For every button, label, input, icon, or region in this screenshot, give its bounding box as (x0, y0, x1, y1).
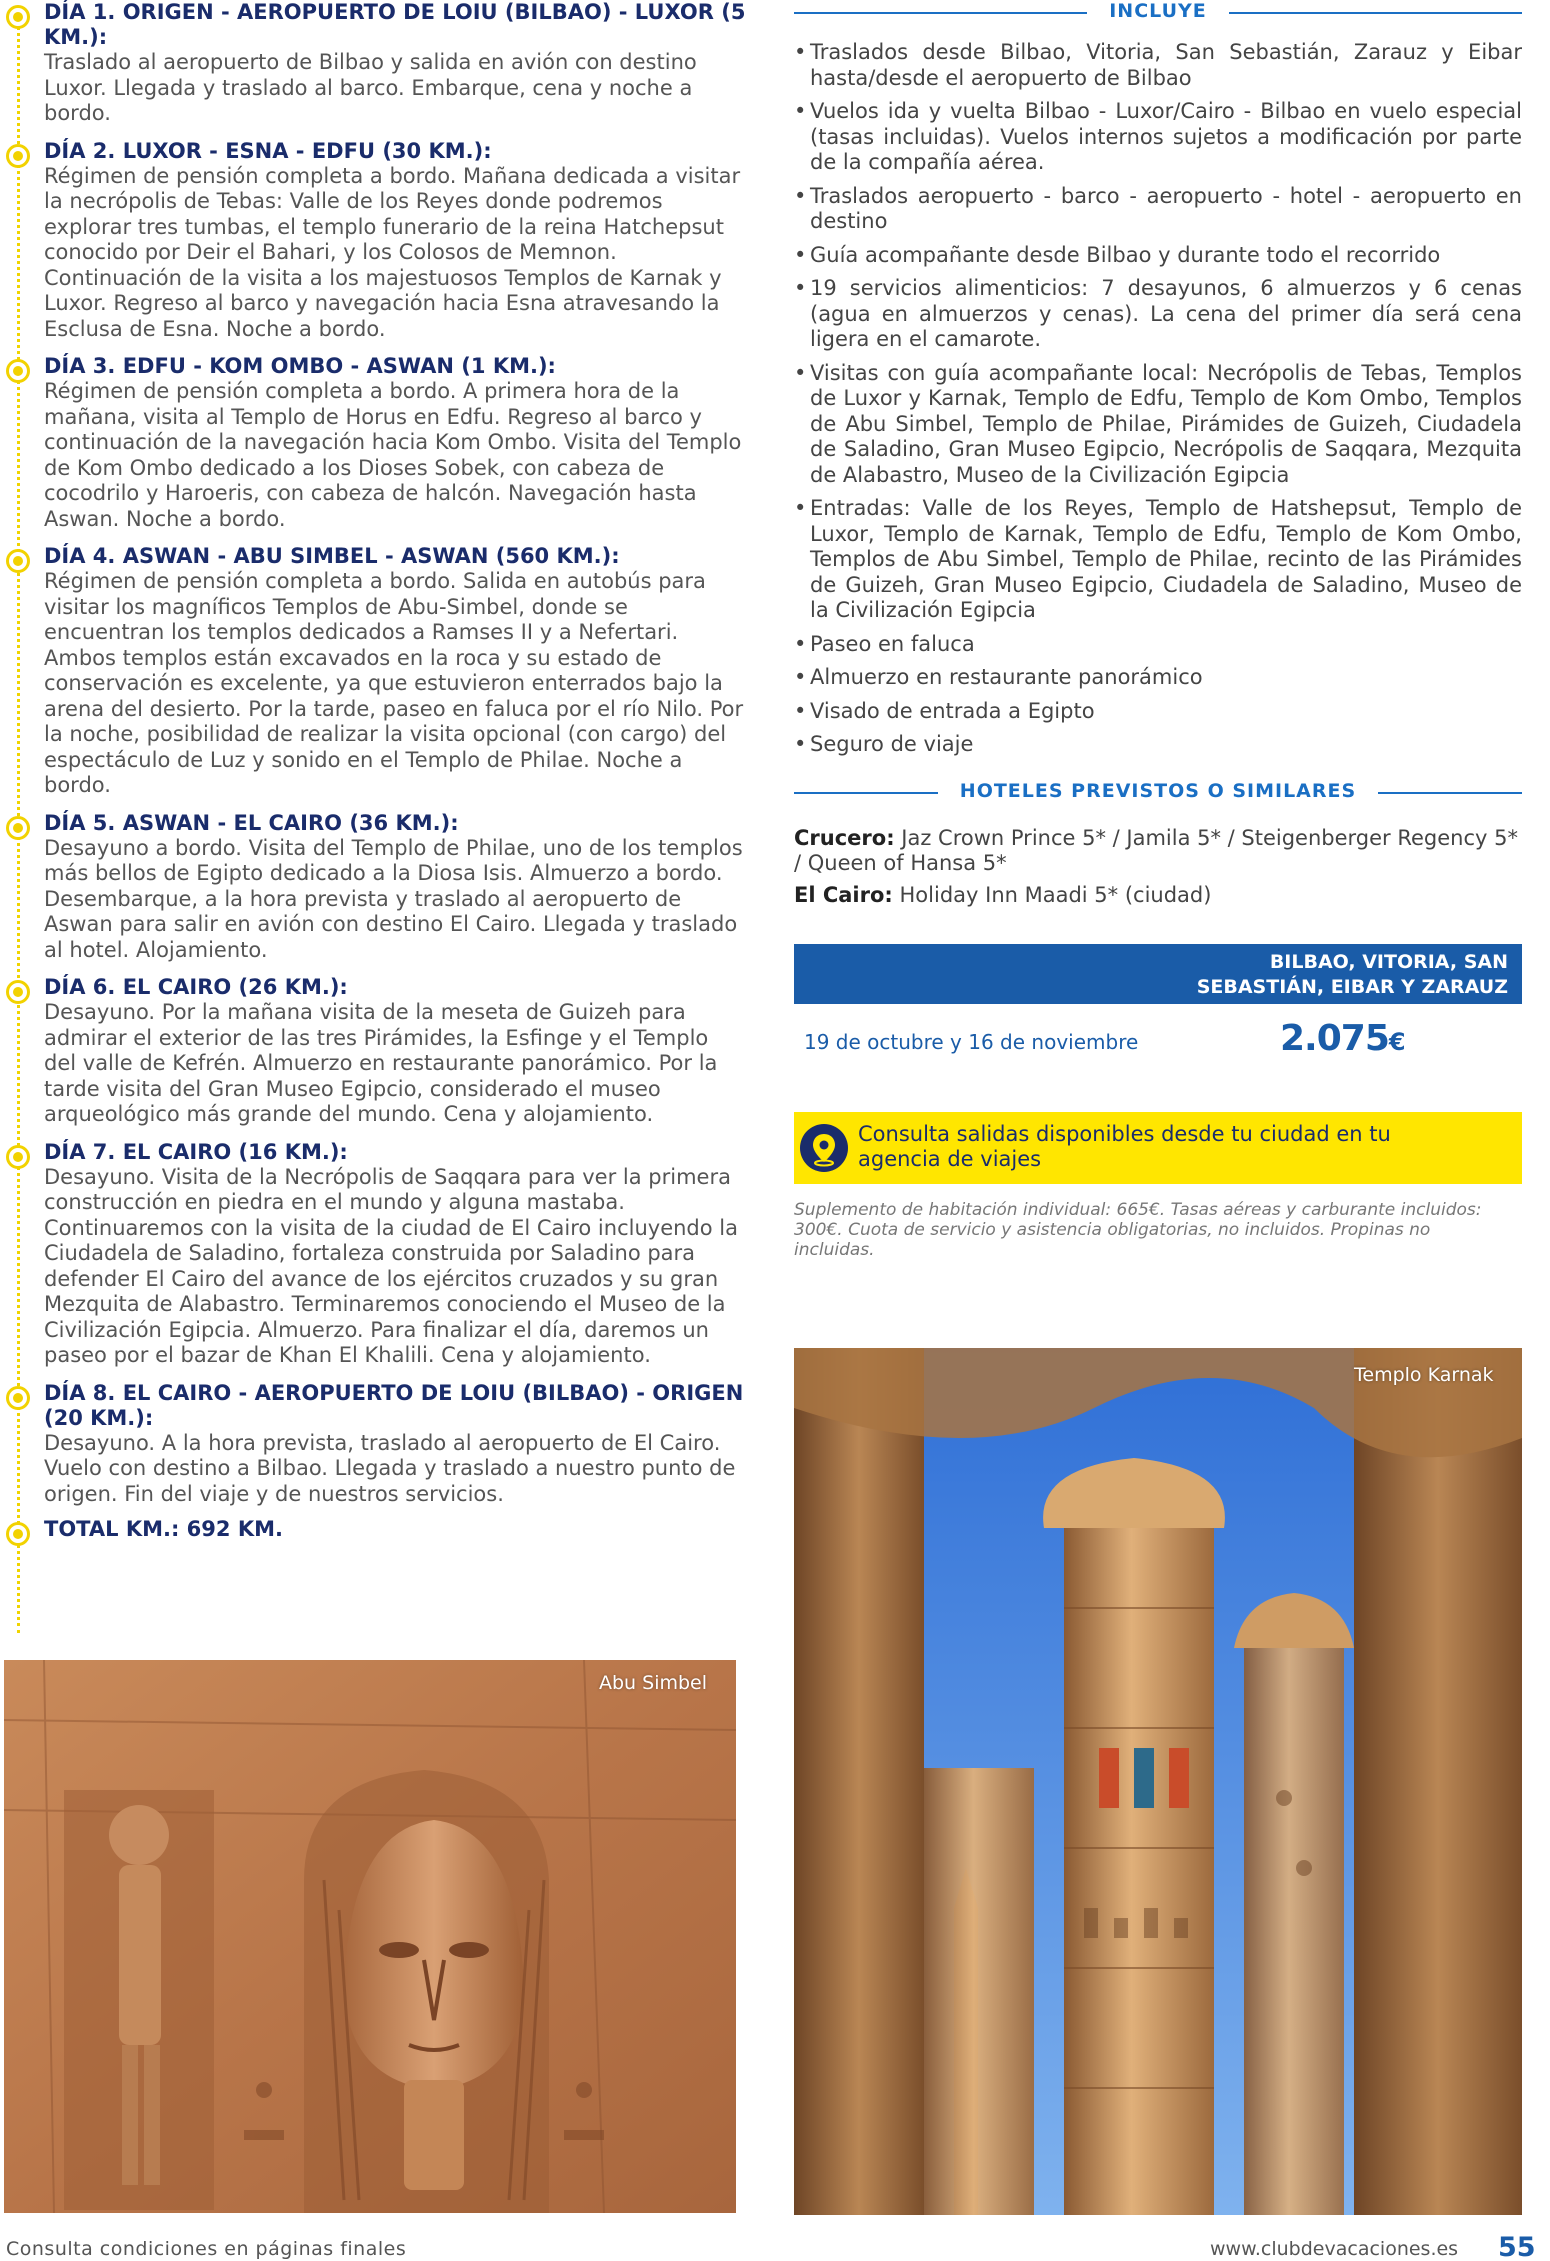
includes-heading (794, 0, 1522, 28)
day-6 (6, 975, 746, 1128)
hotels-info (794, 826, 1522, 909)
price-origin-line2: SEBASTIÁN, EIBAR Y ZARAUZ (1196, 976, 1508, 998)
price-origin-line1: BILBAO, VITORIA, SAN (1269, 951, 1508, 973)
list-item: • Traslados desde Bilbao, Vitoria, San Sebastián, Zarauz y Eibar hasta/desde el aeropuerto de Bilbao (794, 40, 1522, 91)
itinerary (6, 0, 746, 1542)
day-body: Régimen de pensión completa a bordo. Mañana dedicada a visitar la necrópolis de Tebas: Valle de los Reyes donde podremos explorar tres tumbas, el templo funerario de la reina Hatchepsut conocido por Deir el Bahari, y los Colosos de Memnon. Continuación de la visita a los majestuosos Templos de Karnak y Luxor. Regreso al barco y navegación hacia Esna atravesando la Esclusa de Esna. Noche a bordo. (44, 163, 741, 341)
day-body: Traslado al aeropuerto de Bilbao y salida en avión con destino Luxor. Llegada y traslado al barco. Embarque, cena y noche a bordo. (44, 50, 697, 125)
price-dates: 19 de octubre y 16 de noviembre (804, 1030, 1139, 1054)
includes-heading-label: INCLUYE (1087, 0, 1229, 22)
day-title: DÍA 3. EDFU - KOM OMBO - ASWAN (1 KM.): (44, 354, 556, 378)
list-item: • Visitas con guía acompañante local: Necrópolis de Tebas, Templos de Luxor y Karnak, Templo de Edfu, Templo de Kom Ombo, Templos de Abu Simbel, Templo de Philae, Pirámides de Guizeh, Ciudadela de Saladino, Gran Museo Egipcio, Necrópolis de Saqqara, Mezquita de Alabastro, Museo de la Civilización Egipcia (794, 361, 1522, 489)
day-title: DÍA 4. ASWAN - ABU SIMBEL - ASWAN (560 KM.): (44, 544, 620, 568)
price-table (794, 944, 1522, 1078)
day-bullet-icon (6, 1386, 30, 1410)
day-bullet-icon (6, 980, 30, 1004)
list-item: • Vuelos ida y vuelta Bilbao - Luxor/Cairo - Bilbao en vuelo especial (tasas incluidas). Vuelos internos sujetos a modificación por parte de la compañía aérea. (794, 99, 1522, 176)
consult-banner (794, 1112, 1522, 1184)
day-2 (6, 139, 746, 343)
cruise-value: Jaz Crown Prince 5* / Jamila 5* / Steigenberger Regency 5* / Queen of Hansa 5* (794, 825, 1518, 875)
location-pin-icon (800, 1124, 848, 1172)
day-title: DÍA 2. LUXOR - ESNA - EDFU (30 KM.): (44, 138, 492, 163)
cruise-hotels (794, 826, 1522, 877)
day-body: Desayuno a bordo. Visita del Templo de Philae, uno de los templos más bellos de Egipto dedicado a la Diosa Isis. Almuerzo a bordo. Desembarque, a la hora prevista y traslado al aeropuerto de Aswan para salir en avión con destino El Cairo. Llegada y traslado al hotel. Alojamiento. (44, 835, 743, 962)
list-item: • Seguro de viaje (794, 732, 1522, 758)
price-number: 2.075 (1280, 1018, 1389, 1059)
right-column (794, 0, 1522, 1260)
cairo-label: El Cairo: (794, 882, 893, 907)
day-bullet-icon (6, 816, 30, 840)
day-body: Régimen de pensión completa a bordo. A primera hora de la mañana, visita al Templo de Horus en Edfu. Regreso al barco y continuación de la navegación hacia Kom Ombo. Visita del Templo de Kom Ombo dedicado a los Dioses Sobek, con cabeza de cocodrilo y Haroeris, con cabeza de halcón. Navegación hasta Aswan. Noche a bordo. (44, 379, 742, 531)
day-bullet-icon (6, 144, 30, 168)
karnak-image (794, 1348, 1522, 2215)
day-5 (6, 811, 746, 964)
day-bullet-icon (6, 1145, 30, 1169)
day-bullet-icon (6, 359, 30, 383)
price-row (794, 1004, 1522, 1078)
day-body: Desayuno. Visita de la Necrópolis de Saqqara para ver la primera construcción en piedra en el mundo y alguna mastaba. Continuaremos con la visita de la ciudad de El Cairo incluyendo la Ciudadela de Saladino, fortaleza construida por Saladino para defender El Cairo del avance de los ejércitos cruzados y su gran Mezquita de Alabastro. Terminaremos conociendo el Museo de la Civilización Egipcia. Almuerzo. Para finalizar el día, daremos un paseo por el bazar de Khan El Khalili. Cena y alojamiento. (44, 1164, 738, 1367)
price-amount (1280, 1018, 1405, 1059)
day-title: DÍA 1. ORIGEN - AEROPUERTO DE LOIU (BILBAO) - LUXOR (5 KM.): (44, 0, 746, 49)
karnak-photo (794, 1348, 1522, 2215)
day-title: DÍA 5. ASWAN - EL CAIRO (36 KM.): (44, 810, 459, 835)
day-3 (6, 354, 746, 532)
price-header (794, 944, 1522, 1004)
day-7 (6, 1140, 746, 1369)
abu-simbel-caption: Abu Simbel (599, 1672, 708, 1694)
day-bullet-icon (6, 5, 30, 29)
abu-simbel-photo (4, 1660, 736, 2213)
day-title: DÍA 8. EL CAIRO - AEROPUERTO DE LOIU (BILBAO) - ORIGEN (20 KM.): (44, 1380, 744, 1430)
day-4 (6, 544, 746, 799)
day-title: DÍA 6. EL CAIRO (26 KM.): (44, 975, 348, 999)
list-item: • Visado de entrada a Egipto (794, 699, 1522, 725)
list-item: • Paseo en faluca (794, 632, 1522, 658)
day-body: Desayuno. Por la mañana visita de la meseta de Guizeh para admirar el exterior de las tres Pirámides, la Esfinge y el Templo del valle de Kefrén. Almuerzo en restaurante panorámico. Por la tarde visita del Gran Museo Egipcio, considerado el museo arqueológico más grande del mundo. Cena y alojamiento. (44, 1000, 718, 1126)
day-8 (6, 1381, 746, 1508)
list-item: • Guía acompañante desde Bilbao y durante todo el recorrido (794, 243, 1522, 269)
list-item: • Almuerzo en restaurante panorámico (794, 665, 1522, 691)
day-body: Régimen de pensión completa a bordo. Salida en autobús para visitar los magníficos Templos de Abu-Simbel, donde se encuentran los templos dedicados a Ramses II y a Nefertari. Ambos templos están excavados en la roca y su estado de conservación es excelente, ya que estuvieron enterrados bajo la arena del desierto. Por la tarde, paseo en faluca por el río Nilo. Por la noche, posibilidad de realizar la visita opcional (con cargo) del espectáculo de Luz y sonido en el Templo de Philae. Noche a bordo. (44, 569, 744, 797)
price-currency: € (1388, 1028, 1405, 1056)
footer-conditions: Consulta condiciones en páginas finales (6, 2238, 407, 2260)
day-bullet-icon (6, 549, 30, 573)
footer-website[interactable]: www.clubdevacaciones.es (1210, 2238, 1459, 2260)
karnak-caption: Templo Karnak (1354, 1364, 1494, 1386)
list-item: • Traslados aeropuerto - barco - aeropuerto - hotel - aeropuerto en destino (794, 184, 1522, 235)
total-km-label: TOTAL KM.: 692 KM. (44, 1517, 283, 1541)
day-1 (6, 0, 746, 127)
list-item: • Entradas: Valle de los Reyes, Templo de Hatshepsut, Templo de Luxor, Templo de Karnak, Templo de Edfu, Templo de Kom Ombo, Templos de Abu Simbel, Templo de Philae, recinto de las Pirámides de Guizeh, Gran Museo Egipcio, Ciudadela de Saladino, Museo de la Civilización Egipcia (794, 496, 1522, 624)
hotels-heading (794, 780, 1522, 808)
page-number: 55 (1498, 2232, 1536, 2261)
hotels-heading-label: HOTELES PREVISTOS O SIMILARES (938, 780, 1378, 802)
supplement-note: Suplemento de habitación individual: 665€. Tasas aéreas y carburante incluidos: 300€. Cuota de servicio y asistencia obligatorias, no incluidos. Propinas no incluidas. (794, 1200, 1482, 1260)
includes-list (794, 40, 1522, 758)
day-title: DÍA 7. EL CAIRO (16 KM.): (44, 1139, 348, 1164)
day-bullet-icon (6, 1522, 30, 1546)
list-item: • 19 servicios alimenticios: 7 desayunos, 6 almuerzos y 6 cenas (agua en almuerzos y cenas). La cena del primer día será cena ligera en el camarote. (794, 276, 1522, 353)
cruise-label: Crucero: (794, 825, 895, 850)
total-km (6, 1517, 746, 1542)
consult-text: Consulta salidas disponibles desde tu ciudad en tu agencia de viajes (858, 1122, 1391, 1171)
cairo-value: Holiday Inn Maadi 5* (ciudad) (899, 882, 1212, 907)
abu-simbel-image (4, 1660, 736, 2213)
cairo-hotels (794, 883, 1522, 909)
day-body: Desayuno. A la hora prevista, traslado al aeropuerto de El Cairo. Vuelo con destino a Bilbao. Llegada y traslado a nuestro punto de origen. Fin del viaje y de nuestros servicios. (44, 1430, 736, 1506)
